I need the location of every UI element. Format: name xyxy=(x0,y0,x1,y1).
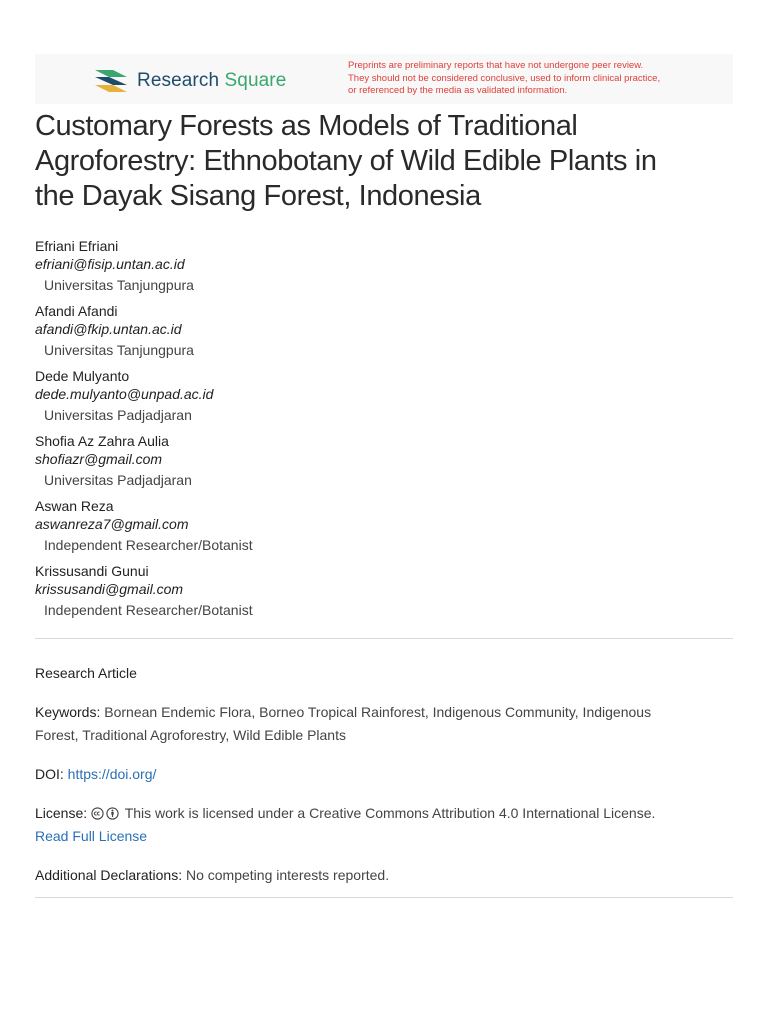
license-text: This work is licensed under a Creative Commons Attribution 4.0 International License. xyxy=(124,805,656,821)
additional-declarations xyxy=(35,864,733,887)
title-line: Customary Forests as Models of Traditional xyxy=(35,110,578,142)
doi-label: DOI: xyxy=(35,766,64,782)
research-square-logo-icon xyxy=(93,66,129,96)
author-entry xyxy=(35,237,733,302)
section-divider xyxy=(35,897,733,898)
section-divider xyxy=(35,638,733,639)
author-email[interactable]: aswanreza7@gmail.com xyxy=(35,516,189,532)
read-full-license-link[interactable]: Read Full License xyxy=(35,828,148,844)
doi xyxy=(35,763,733,786)
attribution-icon xyxy=(106,807,119,820)
keywords-label: Keywords: xyxy=(35,704,101,720)
author-affiliation: Independent Researcher/Botanist xyxy=(44,602,253,618)
title-line: the Dayak Sisang Forest, Indonesia xyxy=(35,180,481,212)
keywords-text: Bornean Endemic Flora, Borneo Tropical Rainforest, Indigenous Community, Indigenous xyxy=(104,704,652,720)
license xyxy=(35,802,733,848)
author-entry xyxy=(35,367,733,432)
author-entry xyxy=(35,562,733,627)
notice-line: They should not be considered conclusive, used to inform clinical practice, xyxy=(348,72,661,84)
author-email[interactable]: afandi@fkip.untan.ac.id xyxy=(35,321,182,337)
author-affiliation: Universitas Padjadjaran xyxy=(44,472,192,488)
title-line: Agroforestry: Ethnobotany of Wild Edible Plants in xyxy=(35,145,657,177)
keywords xyxy=(35,701,733,747)
logo-text: Research Square xyxy=(137,70,287,91)
author-affiliation: Universitas Padjadjaran xyxy=(44,407,192,423)
preprint-notice xyxy=(348,60,708,98)
author-email[interactable]: dede.mulyanto@unpad.ac.id xyxy=(35,386,214,402)
author-name: Shofia Az Zahra Aulia xyxy=(35,433,169,449)
author-email[interactable]: shofiazr@gmail.com xyxy=(35,451,163,467)
creative-commons-icon xyxy=(91,807,104,820)
keywords-text-continued: Forest, Traditional Agroforestry, Wild Edible Plants xyxy=(35,727,346,743)
author-name: Efriani Efriani xyxy=(35,238,119,254)
author-email[interactable]: krissusandi@gmail.com xyxy=(35,581,184,597)
license-label: License: xyxy=(35,805,88,821)
article-type xyxy=(35,662,733,685)
author-list xyxy=(35,237,733,627)
research-square-logo[interactable] xyxy=(93,66,286,96)
author-name: Krissusandi Gunui xyxy=(35,563,149,579)
declarations-label: Additional Declarations: xyxy=(35,867,183,883)
article-type-label: Research Article xyxy=(35,665,137,681)
paper-title xyxy=(35,109,733,214)
author-name: Aswan Reza xyxy=(35,498,114,514)
declarations-text: No competing interests reported. xyxy=(185,867,390,883)
author-entry xyxy=(35,497,733,562)
notice-line: or referenced by the media as validated information. xyxy=(348,85,568,96)
author-entry xyxy=(35,302,733,367)
notice-line: Preprints are preliminary reports that have not undergone peer review. xyxy=(348,60,644,71)
author-entry xyxy=(35,432,733,497)
author-email[interactable]: efriani@fisip.untan.ac.id xyxy=(35,256,185,272)
author-affiliation: Universitas Tanjungpura xyxy=(44,277,194,293)
doi-link[interactable]: https://doi.org/ xyxy=(67,766,157,782)
author-affiliation: Independent Researcher/Botanist xyxy=(44,537,253,553)
author-name: Afandi Afandi xyxy=(35,303,118,319)
author-affiliation: Universitas Tanjungpura xyxy=(44,342,194,358)
header-bar xyxy=(35,54,733,104)
author-name: Dede Mulyanto xyxy=(35,368,130,384)
cc-icons xyxy=(91,807,119,820)
